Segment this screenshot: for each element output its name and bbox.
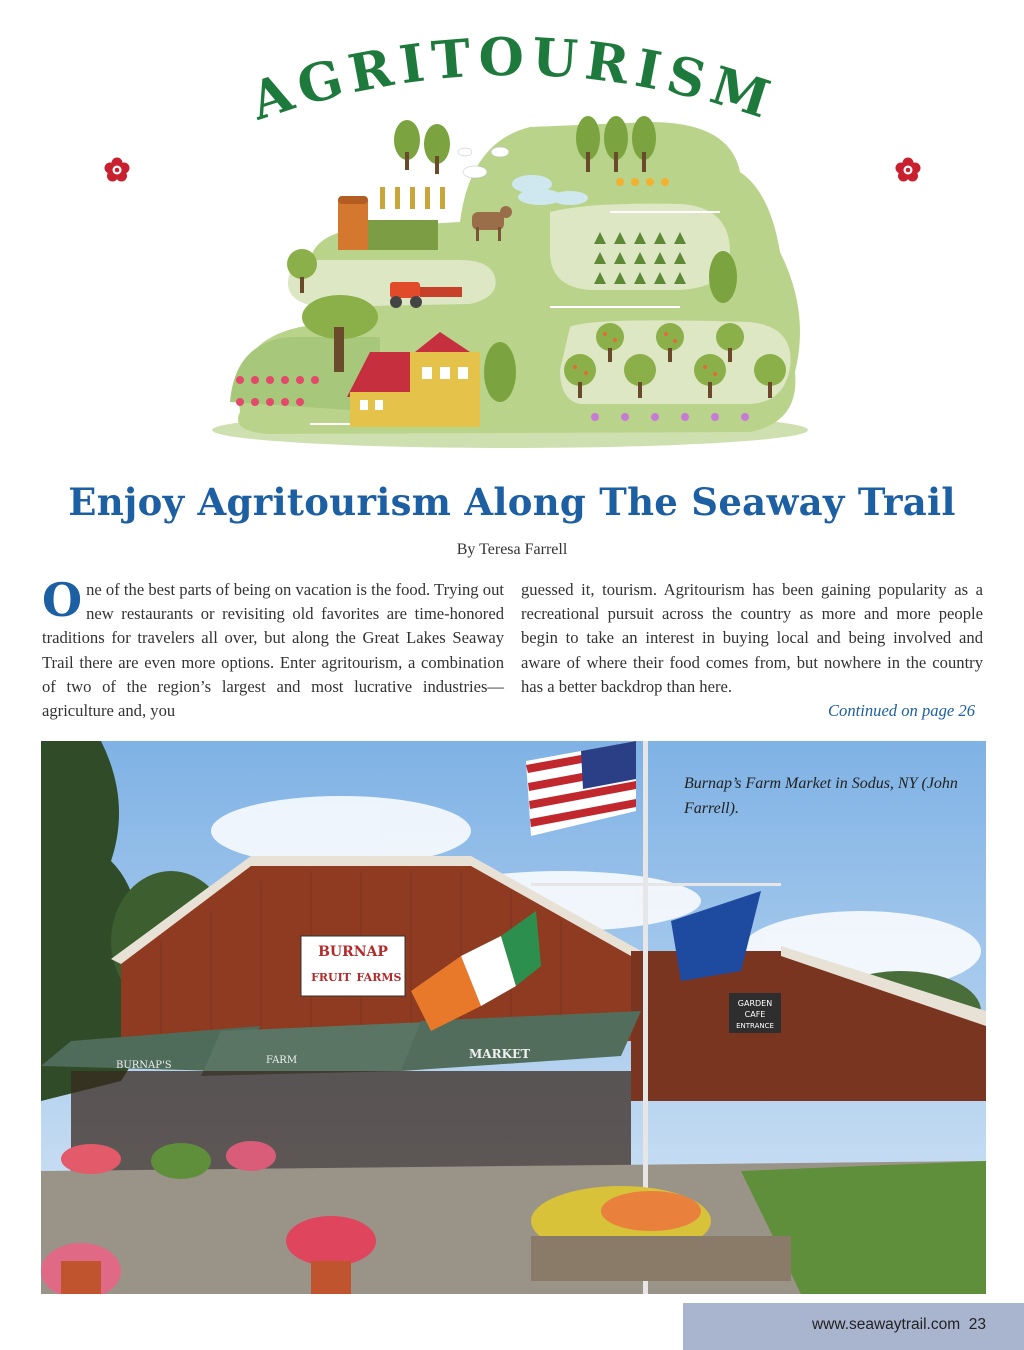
footer-bar — [683, 1303, 1024, 1350]
tree-group-top-right — [576, 116, 656, 172]
continued-link[interactable]: Continued on page 26 — [827, 701, 975, 721]
article-column-2 — [521, 578, 983, 723]
photo-caption: Burnap’s Farm Market in Sodus, NY (John Farrell). — [684, 775, 958, 817]
article-headline: Enjoy Agritourism Along The Seaway Trail — [68, 480, 956, 524]
flower-ornament-left — [103, 156, 131, 184]
footer-website[interactable]: www.seawaytrail.com — [811, 1316, 961, 1333]
article-byline: By Teresa Farrell — [456, 541, 568, 558]
drop-cap: O — [42, 573, 83, 627]
sign-cafe-3: ENTRANCE — [736, 1022, 774, 1030]
awning-farm: FARM — [266, 1055, 298, 1066]
page-number: 23 — [968, 1316, 986, 1333]
footer-text — [812, 1316, 986, 1334]
article-column-1 — [42, 573, 504, 723]
sign-cafe-1: GARDEN — [737, 999, 773, 1008]
awning-market: MARKET — [469, 1047, 531, 1061]
farm-illustration — [210, 112, 810, 452]
banner-title-text: AGRITOURISM — [243, 26, 784, 133]
sign-cafe-2: CAFE — [744, 1010, 766, 1019]
tree-group-top-left — [394, 120, 450, 174]
article-column-1-text: ne of the best parts of being on vacation is the food. Trying out new restaurants or revisiting old favorites are time-honored traditions for travelers all over, but along the Great Lakes Seaway Trail there are even more options. Enter agritourism, a combination of two of the region’s largest and most lucrative industries—agriculture and, you — [42, 580, 504, 721]
article-column-2-text: guessed it, tourism. Agritourism has been gaining popularity as a recreational pursuit across the country as more and more people begin to take an interest in buying local and being involved and aware of where their food comes from, but nowhere in the country has a better backdrop than here. — [521, 580, 983, 696]
sign-burnap: BURNAP — [318, 944, 388, 960]
farm-market-photo — [41, 741, 986, 1294]
awning-burnaps: BURNAP'S — [116, 1060, 172, 1071]
flower-ornament-right — [894, 156, 922, 184]
sign-fruit: FRUIT — [311, 971, 351, 984]
sign-farms: FARMS — [356, 971, 402, 984]
